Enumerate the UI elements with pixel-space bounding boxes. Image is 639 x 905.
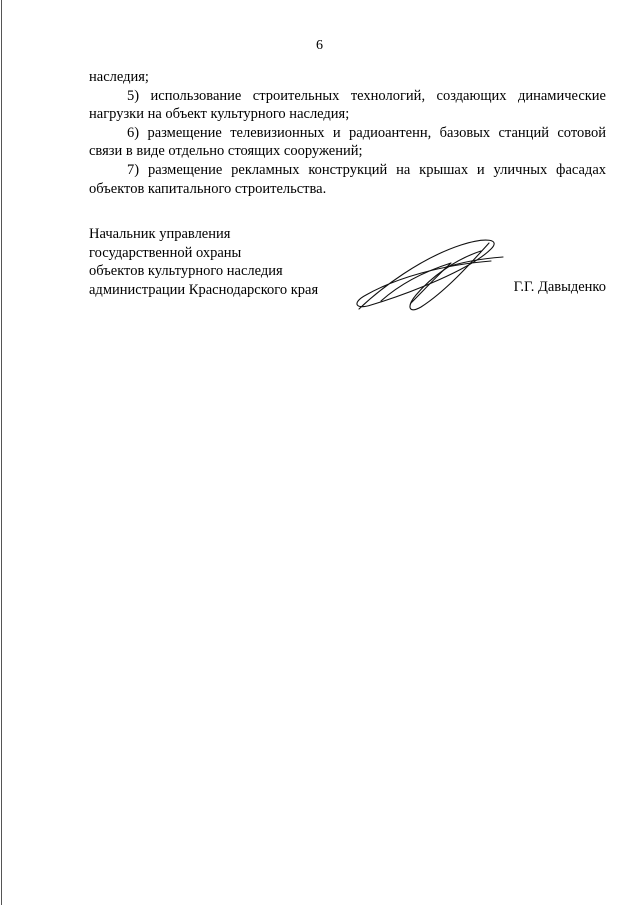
paragraph-continuation: наследия; [89, 69, 149, 85]
paragraph-item-5: 5) использование строительных технологий, создающих динамические нагрузки на объект культурного наследия; [89, 87, 606, 123]
signature-block [89, 225, 606, 315]
page-edge-line [1, 0, 2, 905]
page-number: 6 [316, 38, 323, 53]
signer-name: Г.Г. Давыденко [513, 279, 606, 295]
document-body [89, 68, 606, 198]
paragraph-item-6: 6) размещение телевизионных и радиоантенн, базовых станций сотовой связи в виде отдельно стоящих сооружений; [89, 124, 606, 160]
paragraph-item-7: 7) размещение рекламных конструкций на крышах и уличных фасадах объектов капитального строительства. [89, 161, 606, 197]
position-line: государственной охраны [89, 244, 242, 261]
position-line: Начальник управления [89, 226, 231, 242]
handwritten-signature [351, 233, 511, 313]
signatory-position [89, 225, 318, 299]
position-line: объектов культурного наследия [89, 263, 283, 280]
position-line: администрации Краснодарского края [89, 281, 319, 298]
